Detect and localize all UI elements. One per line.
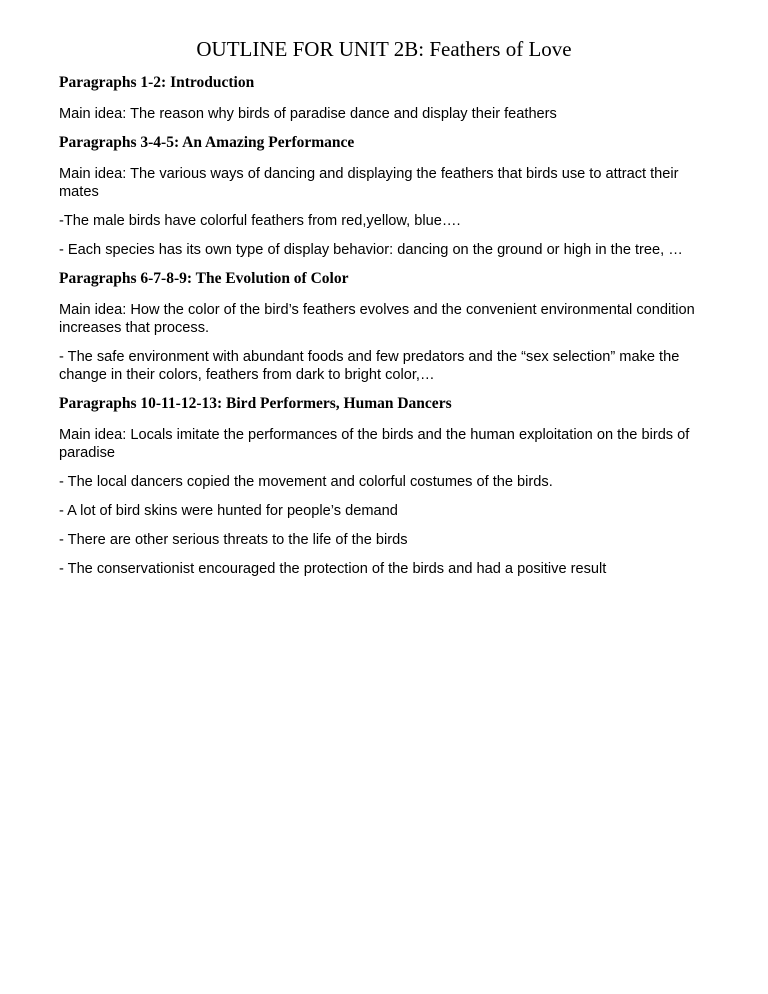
- bullet-point: - There are other serious threats to the life of the birds: [59, 532, 408, 548]
- main-idea: Main idea: The reason why birds of paradise dance and display their feathers: [59, 106, 557, 122]
- section-heading: Paragraphs 10-11-12-13: Bird Performers, Human Dancers: [59, 395, 452, 412]
- section-heading: Paragraphs 3-4-5: An Amazing Performance: [59, 134, 355, 151]
- section-amazing-performance: [59, 134, 719, 259]
- section-evolution-of-color: [59, 270, 719, 384]
- bullet-point: -The male birds have colorful feathers from red,yellow, blue….: [59, 213, 461, 229]
- bullet-point: - A lot of bird skins were hunted for people’s demand: [59, 503, 398, 519]
- bullet-point: - The safe environment with abundant foods and few predators and the “sex selection” make the change in their colors, feathers from dark to bright color,…: [59, 349, 680, 383]
- main-idea: Main idea: The various ways of dancing and displaying the feathers that birds use to attract their mates: [59, 166, 679, 200]
- section-introduction: [59, 74, 719, 123]
- section-heading: Paragraphs 1-2: Introduction: [59, 74, 255, 91]
- main-idea: Main idea: Locals imitate the performances of the birds and the human exploitation on the birds of paradise: [59, 427, 690, 461]
- outline-body: [59, 74, 719, 589]
- bullet-point: - The local dancers copied the movement and colorful costumes of the birds.: [59, 474, 553, 490]
- main-idea: Main idea: How the color of the bird’s feathers evolves and the convenient environmental condition increases that process.: [59, 302, 695, 336]
- document-title: OUTLINE FOR UNIT 2B: Feathers of Love: [196, 37, 572, 61]
- section-heading: Paragraphs 6-7-8-9: The Evolution of Color: [59, 270, 349, 287]
- section-bird-performers: [59, 395, 719, 578]
- bullet-point: - Each species has its own type of display behavior: dancing on the ground or high in the tree, …: [59, 242, 683, 258]
- bullet-point: - The conservationist encouraged the protection of the birds and had a positive result: [59, 561, 607, 577]
